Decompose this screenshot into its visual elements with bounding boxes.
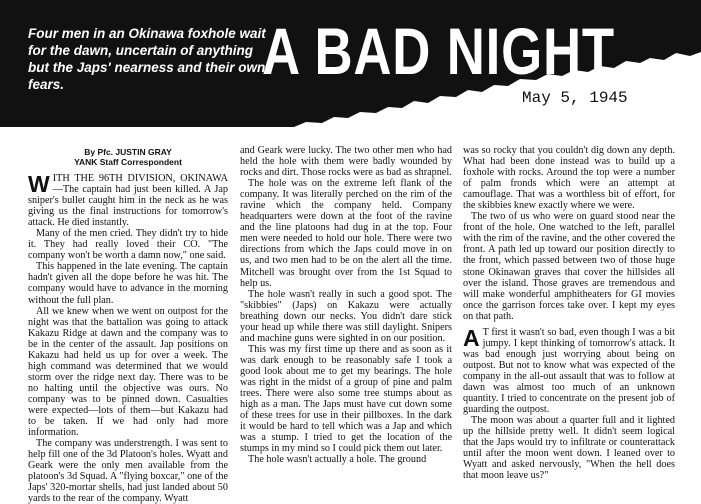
- paragraph: This happened in the late evening. The captain hadn't given all the dope before he was hit. The company would have to advance in the morning without the full plan.: [28, 261, 228, 306]
- paragraph: The two of us who were on guard stood near the front of the hole. One watched to the left, parallel with the rim of the ravine, and the other covered the front. A path led up toward our position directly to the front, which passed between two of those huge stone Okinawan graves that cover the hillsides all over the island. Those graves are tremendous and will make wonderful amphitheaters for GI movies once the garrison forces take over. I kept my eyes on that path.: [463, 211, 675, 322]
- byline-title: YANK Staff Correspondent: [74, 157, 182, 167]
- paragraph: All we knew when we went on outpost for the night was that the battalion was going to attack Kakazu Ridge at dawn and the company was to be in the center of the assault. Jap positions on Kakazu had held us up for over a week. The high command was determined that we would storm over the ridge next day. There was to be no halting until the objective was ours. No company was to be pinned down. Casualties were expected—lots of them—but Kakazu had to be taken. If we had only had more information.: [28, 305, 228, 439]
- article-column-1: [28, 147, 228, 504]
- paragraph: The company was understrength. I was sent to help fill one of the 3d Platoon's holes. Wyatt and Geark were the only men available from the platoon's 3d Squad. A "flying boxcar," one of the Japs' 320-mortar shells, had just landed about 50 yards to the rear of the company. Wyatt: [28, 438, 228, 504]
- date-stamp: May 5, 1945: [522, 89, 628, 107]
- paragraph: Many of the men cried. They didn't try to hide it. They had really loved their CO. "The company won't be worth a damn now," one said.: [28, 228, 228, 262]
- dropcap: W: [28, 171, 50, 197]
- paragraph-text: —The captain had just been killed. A Jap sniper's bullet caught him in the neck as he was giving us the final instructions for tomorrow's attack. He died instantly.: [28, 184, 228, 229]
- paragraph-text: T first it wasn't so bad, even though I was a bit jumpy. I kept thinking of tomorrow's attack. It was bad enough just worrying about being on outpost. But not to know what was expected of the company in the all-out assault that was to follow at dawn was almost too much of an unknown quantity. I tried to concentrate on the present job of guarding the outpost.: [463, 326, 675, 416]
- dateline: ITH THE 96TH DIVISION, OKINAWA: [52, 173, 228, 184]
- paragraph: The hole wasn't really in such a good spot. The "skibbies" (Japs) on Kakazu were actually breathing down our necks. You didn't dare stick your head up while there was still daylight. Snipers and machine guns were sighted in on our position.: [240, 288, 452, 344]
- paragraph: and Geark were lucky. The two other men who had held the hole with them were badly wounded by rocks and dirt. Those rocks were as bad as shrapnel.: [240, 145, 452, 179]
- dropcap: A: [463, 324, 480, 351]
- deck-subtitle: Four men in an Okinawa foxhole wait for the dawn, uncertain of anything but the Japs' nearness and their own fears.: [28, 26, 266, 92]
- paragraph: [463, 324, 675, 416]
- paragraph: was so rocky that you couldn't dig down any depth. What had been done instead was to build up a foxhole with rocks. Around the top were a number of palm fronds which were an attempt at camouflage. That was a worthless bit of effort, for the skibbies knew exactly where we were.: [463, 145, 675, 212]
- paragraph: The hole wasn't actually a hole. The ground: [248, 454, 427, 466]
- article-column-3: [463, 145, 675, 481]
- byline-author: By Pfc. JUSTIN GRAY: [84, 147, 172, 157]
- article-column-2: [240, 145, 452, 465]
- paragraph: This was my first time up there and as soon as it was dark enough to be reasonably safe I took a good look about me to get my bearings. The hole was right in the midst of a group of pine and palm trees. There were also some tree stumps about as high as a man. The Japs must have cut down some of these trees for use in their pillboxes. In the dark it would be hard to tell which was a Jap and which was a stump. I tried to get the location of the stumps in my mind so I could pick them out later.: [240, 343, 452, 455]
- paragraph: The moon was about a quarter full and it lighted up the hillside pretty well. It didn't seem logical that the Japs would try to infiltrate or counterattack until after the moon went down. I leaned over to Wyatt and asked nervously, "When the hell does that moon leave us?": [463, 415, 675, 482]
- paragraph: [28, 173, 228, 228]
- paragraph: The hole was on the extreme left flank of the company. It was literally perched on the rim of the ravine which the company held. Company headquarters were down at the foot of the ravine and the line platoons had dug in at the top. Four men were needed to hold our hole. There were two directions from which the Japs could move in on us, and two men had to be on the alert all the time. Mitchell was brought over from the 1st Squad to help us.: [240, 178, 452, 289]
- headline: A BAD NIGHT: [262, 14, 615, 88]
- title-banner: [0, 0, 701, 130]
